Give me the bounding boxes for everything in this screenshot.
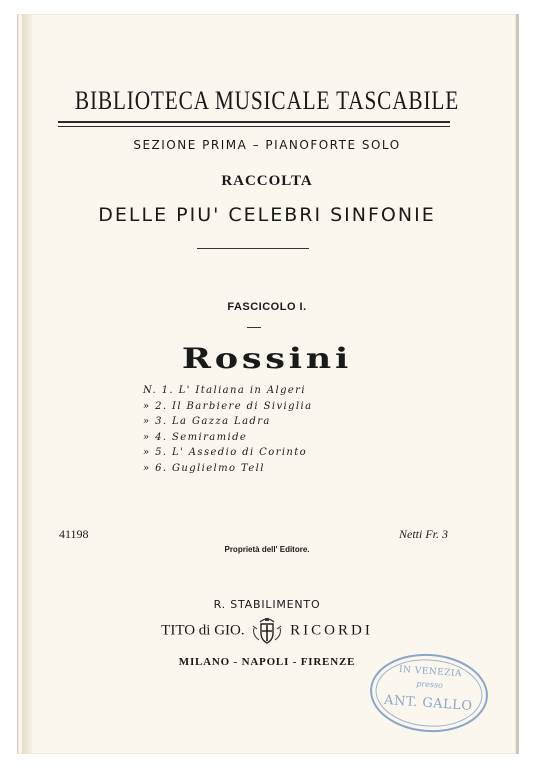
list-item: » 6. Guglielmo Tell [143, 462, 265, 474]
plate-number: 41198 [59, 527, 89, 541]
publisher-name-right: RICORDI [290, 622, 373, 639]
list-item: » 4. Semiramide [143, 431, 248, 443]
series-title: BIBLIOTECA MUSICALE TASCABILE [74, 86, 460, 115]
publisher-name-left: TITO di GIO. [161, 622, 245, 639]
list-item: » 5. L' Assedio di Corinto [143, 447, 308, 458]
divider-rule [197, 248, 309, 249]
double-rule [58, 121, 450, 127]
cities-label: MILANO - NAPOLI - FIRENZE [178, 656, 356, 668]
price-label: Netti Fr. 3 [398, 527, 448, 541]
list-item: » 3. La Gazza Ladra [143, 416, 271, 427]
list-item: N. 1. L' Italiana in Algeri [143, 385, 306, 396]
composer-name: Rossini [181, 342, 353, 375]
dealer-stamp [365, 648, 492, 738]
list-item: » 2. Il Barbiere di Siviglia [143, 400, 313, 412]
works-list [143, 385, 312, 478]
stamp-city: IN VENEZIA [398, 664, 463, 680]
short-divider [247, 327, 261, 328]
coat-of-arms-icon [250, 616, 284, 646]
establishment-label: R. STABILIMENTO [213, 598, 321, 611]
section-label: SEZIONE PRIMA – PIANOFORTE SOLO [133, 138, 401, 152]
stamp-preposition: presso [415, 679, 444, 690]
rights-notice: Proprietà dell' Editore. [224, 545, 310, 554]
collection-subtitle: DELLE PIU' CELEBRI SINFONIE [98, 204, 436, 226]
publisher-name [0, 616, 534, 646]
fascicolo-label: FASCICOLO I. [227, 301, 307, 313]
collection-label: RACCOLTA [221, 173, 313, 189]
stamp-dealer: ANT. GALLO [383, 692, 473, 715]
